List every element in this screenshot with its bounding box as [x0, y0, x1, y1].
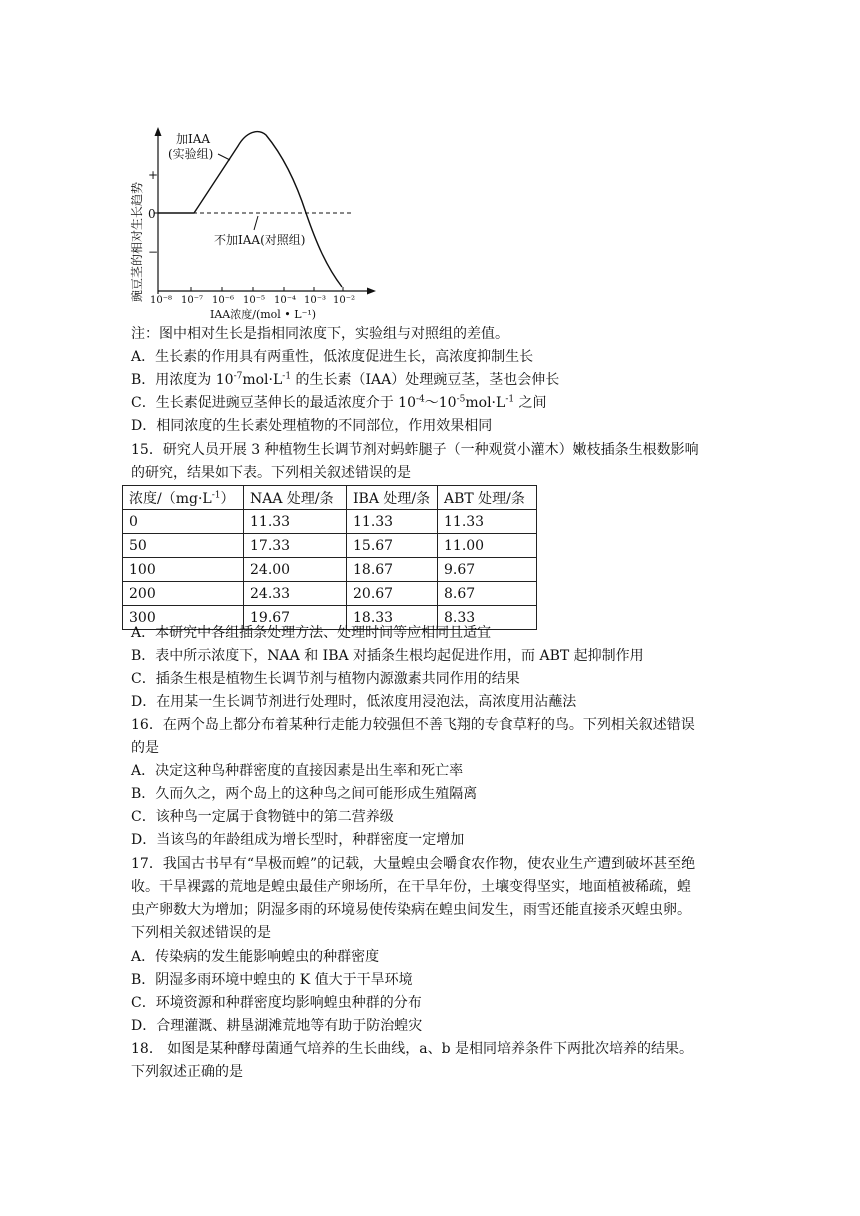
table-row	[123, 510, 537, 534]
q14-c-sup2: -5	[456, 394, 466, 405]
experimental-label-1: 加IAA	[176, 132, 211, 146]
q14-b-mid: mol·L	[242, 372, 283, 388]
table-cell: 24.33	[244, 582, 347, 606]
table-cell: 8.67	[438, 582, 537, 606]
iaa-growth-figure	[126, 124, 386, 324]
q17-option-a: A．传染病的发生能影响蝗虫的种群密度	[131, 949, 380, 965]
table-row	[123, 582, 537, 606]
q17-stem-line3: 虫产卵数大为增加；阴湿多雨的环境易使传染病在蝗虫间发生，雨雪还能直接杀灭蝗虫卵。	[131, 902, 691, 918]
q14-c-sup1: -4	[415, 394, 425, 405]
y-axis-arrow	[155, 127, 162, 136]
table-cell: 300	[123, 606, 244, 630]
table-cell: 18.67	[347, 558, 438, 582]
q17-option-b: B．阴湿多雨环境中蝗虫的 K 值大于干旱环境	[131, 972, 413, 988]
q15-table	[122, 485, 537, 630]
table-cell: 11.33	[244, 510, 347, 534]
q14-c-sup3: -1	[505, 394, 515, 405]
q14-c-mid1: ～10	[424, 395, 457, 411]
x-axis-label: IAA浓度/(mol • L⁻¹)	[210, 308, 317, 321]
q15-option-d: D．在用某一生长调节剂进行处理时，低浓度用浸泡法，高浓度用沾蘸法	[131, 694, 577, 710]
x-tick-label: 10⁻²	[333, 295, 356, 306]
q17-stem-line1: 17．我国古书早有“旱极而蝗”的记载，大量蝗虫会嚼食农作物，使农业生产遭到破坏甚至绝	[131, 856, 696, 872]
q14-note: 注：图中相对生长是指相同浓度下，实验组与对照组的差值。	[131, 326, 509, 342]
header-concentration-pre: 浓度/（mg·L	[129, 490, 212, 507]
table-cell: 9.67	[438, 558, 537, 582]
table-cell: 0	[123, 510, 244, 534]
q17-stem-line4: 下列相关叙述错误的是	[131, 925, 271, 941]
q16-stem-line1: 16．在两个岛上都分布着某种行走能力较强但不善飞翔的专食草籽的鸟。下列相关叙述错误	[131, 717, 695, 733]
x-tick-label: 10⁻⁵	[243, 295, 266, 306]
table-header-cell: ABT 处理/条	[438, 486, 537, 510]
q14-b-sup2: -1	[282, 371, 292, 382]
table-cell: 100	[123, 558, 244, 582]
table-cell: 50	[123, 534, 244, 558]
q14-c-post: 之间	[514, 395, 547, 411]
x-axis-arrow	[367, 288, 376, 295]
q16-option-c: C．该种鸟一定属于食物链中的第二营养级	[131, 809, 394, 825]
q15-option-a: A．本研究中各组插条处理方法、处理时间等应相同且适宜	[131, 625, 492, 641]
experimental-pointer	[218, 154, 230, 160]
table-cell: 17.33	[244, 534, 347, 558]
q14-c-mid2: mol·L	[465, 395, 506, 411]
x-tick-label: 10⁻⁸	[150, 295, 173, 306]
table-header-cell: NAA 处理/条	[244, 486, 347, 510]
y-zero-label: 0	[148, 207, 156, 221]
q17-stem-line2: 收。干旱裸露的荒地是蝗虫最佳产卵场所，在干旱年份，土壤变得坚实，地面植被稀疏，蝗	[131, 879, 691, 895]
q16-stem-line2: 的是	[131, 740, 159, 756]
q18-stem-line1: 18． 如图是某种酵母菌通气培养的生长曲线，a、b 是相同培养条件下两批次培养的结果。	[131, 1041, 694, 1057]
q18-stem-line2: 下列叙述正确的是	[131, 1064, 243, 1080]
q17-option-d: D．合理灌溉、耕垦湖滩荒地等有助于防治蝗灾	[131, 1018, 423, 1034]
experimental-label-2: (实验组)	[168, 147, 214, 161]
table-cell: 18.33	[347, 606, 438, 630]
q14-c-pre: C．生长素促进豌豆茎伸长的最适浓度介于 10	[131, 395, 416, 411]
q16-option-d: D．当该鸟的年龄组成为增长型时，种群密度一定增加	[131, 832, 465, 848]
table-cell: 200	[123, 582, 244, 606]
q16-option-a: A．决定这种鸟种群密度的直接因素是出生率和死亡率	[131, 763, 464, 779]
y-plus-label: +	[148, 168, 159, 182]
x-tick-label: 10⁻⁷	[181, 295, 204, 306]
q16-option-b: B．久而久之，两个岛上的这种鸟之间可能形成生殖隔离	[131, 786, 478, 802]
x-tick-label: 10⁻⁴	[274, 295, 297, 306]
x-tick-label: 10⁻⁶	[212, 295, 235, 306]
table-cell: 11.33	[438, 510, 537, 534]
q15-stem-line1: 15．研究人员开展 3 种植物生长调节剂对蚂蚱腿子（一种观赏小灌木）嫩枝插条生根数影响	[131, 442, 699, 458]
table-cell: 20.67	[347, 582, 438, 606]
table-header-cell	[123, 486, 244, 510]
table-cell: 8.33	[438, 606, 537, 630]
q14-b-post: 的生长素（IAA）处理豌豆茎，茎也会伸长	[291, 372, 560, 388]
header-concentration-sup: -1	[211, 489, 221, 500]
table-row	[123, 558, 537, 582]
table-cell: 15.67	[347, 534, 438, 558]
table-cell: 24.00	[244, 558, 347, 582]
table-cell: 11.00	[438, 534, 537, 558]
q17-option-c: C．环境资源和种群密度均影响蝗虫种群的分布	[131, 995, 422, 1011]
q14-option-b	[131, 369, 559, 392]
table-header-row	[123, 486, 537, 510]
q14-option-a: A．生长素的作用具有两重性，低浓度促进生长，高浓度抑制生长	[131, 349, 534, 365]
table-cell: 11.33	[347, 510, 438, 534]
y-axis-label: 豌豆茎的相对生长趋势	[130, 181, 144, 302]
q15-option-b: B．表中所示浓度下，NAA 和 IBA 对插条生根均起促进作用，而 ABT 起抑制作用	[131, 648, 644, 664]
control-pointer	[254, 216, 258, 230]
table-cell: 19.67	[244, 606, 347, 630]
q14-b-pre: B．用浓度为 10	[131, 372, 234, 388]
q14-option-c	[131, 392, 547, 415]
y-minus-label: −	[148, 245, 159, 259]
table-header-cell: IBA 处理/条	[347, 486, 438, 510]
q14-option-d: D．相同浓度的生长素处理植物的不同部位，作用效果相同	[131, 418, 493, 434]
header-concentration-post: ）	[220, 490, 235, 507]
x-tick-label: 10⁻³	[304, 295, 327, 306]
q15-option-c: C．插条生根是植物生长调节剂与植物内源激素共同作用的结果	[131, 671, 520, 687]
control-label: 不加IAA(对照组)	[214, 233, 306, 247]
table-row	[123, 534, 537, 558]
iaa-growth-chart	[126, 124, 386, 324]
q14-b-sup1: -7	[233, 371, 243, 382]
q15-stem-line2: 的研究，结果如下表。下列相关叙述错误的是	[131, 465, 411, 481]
